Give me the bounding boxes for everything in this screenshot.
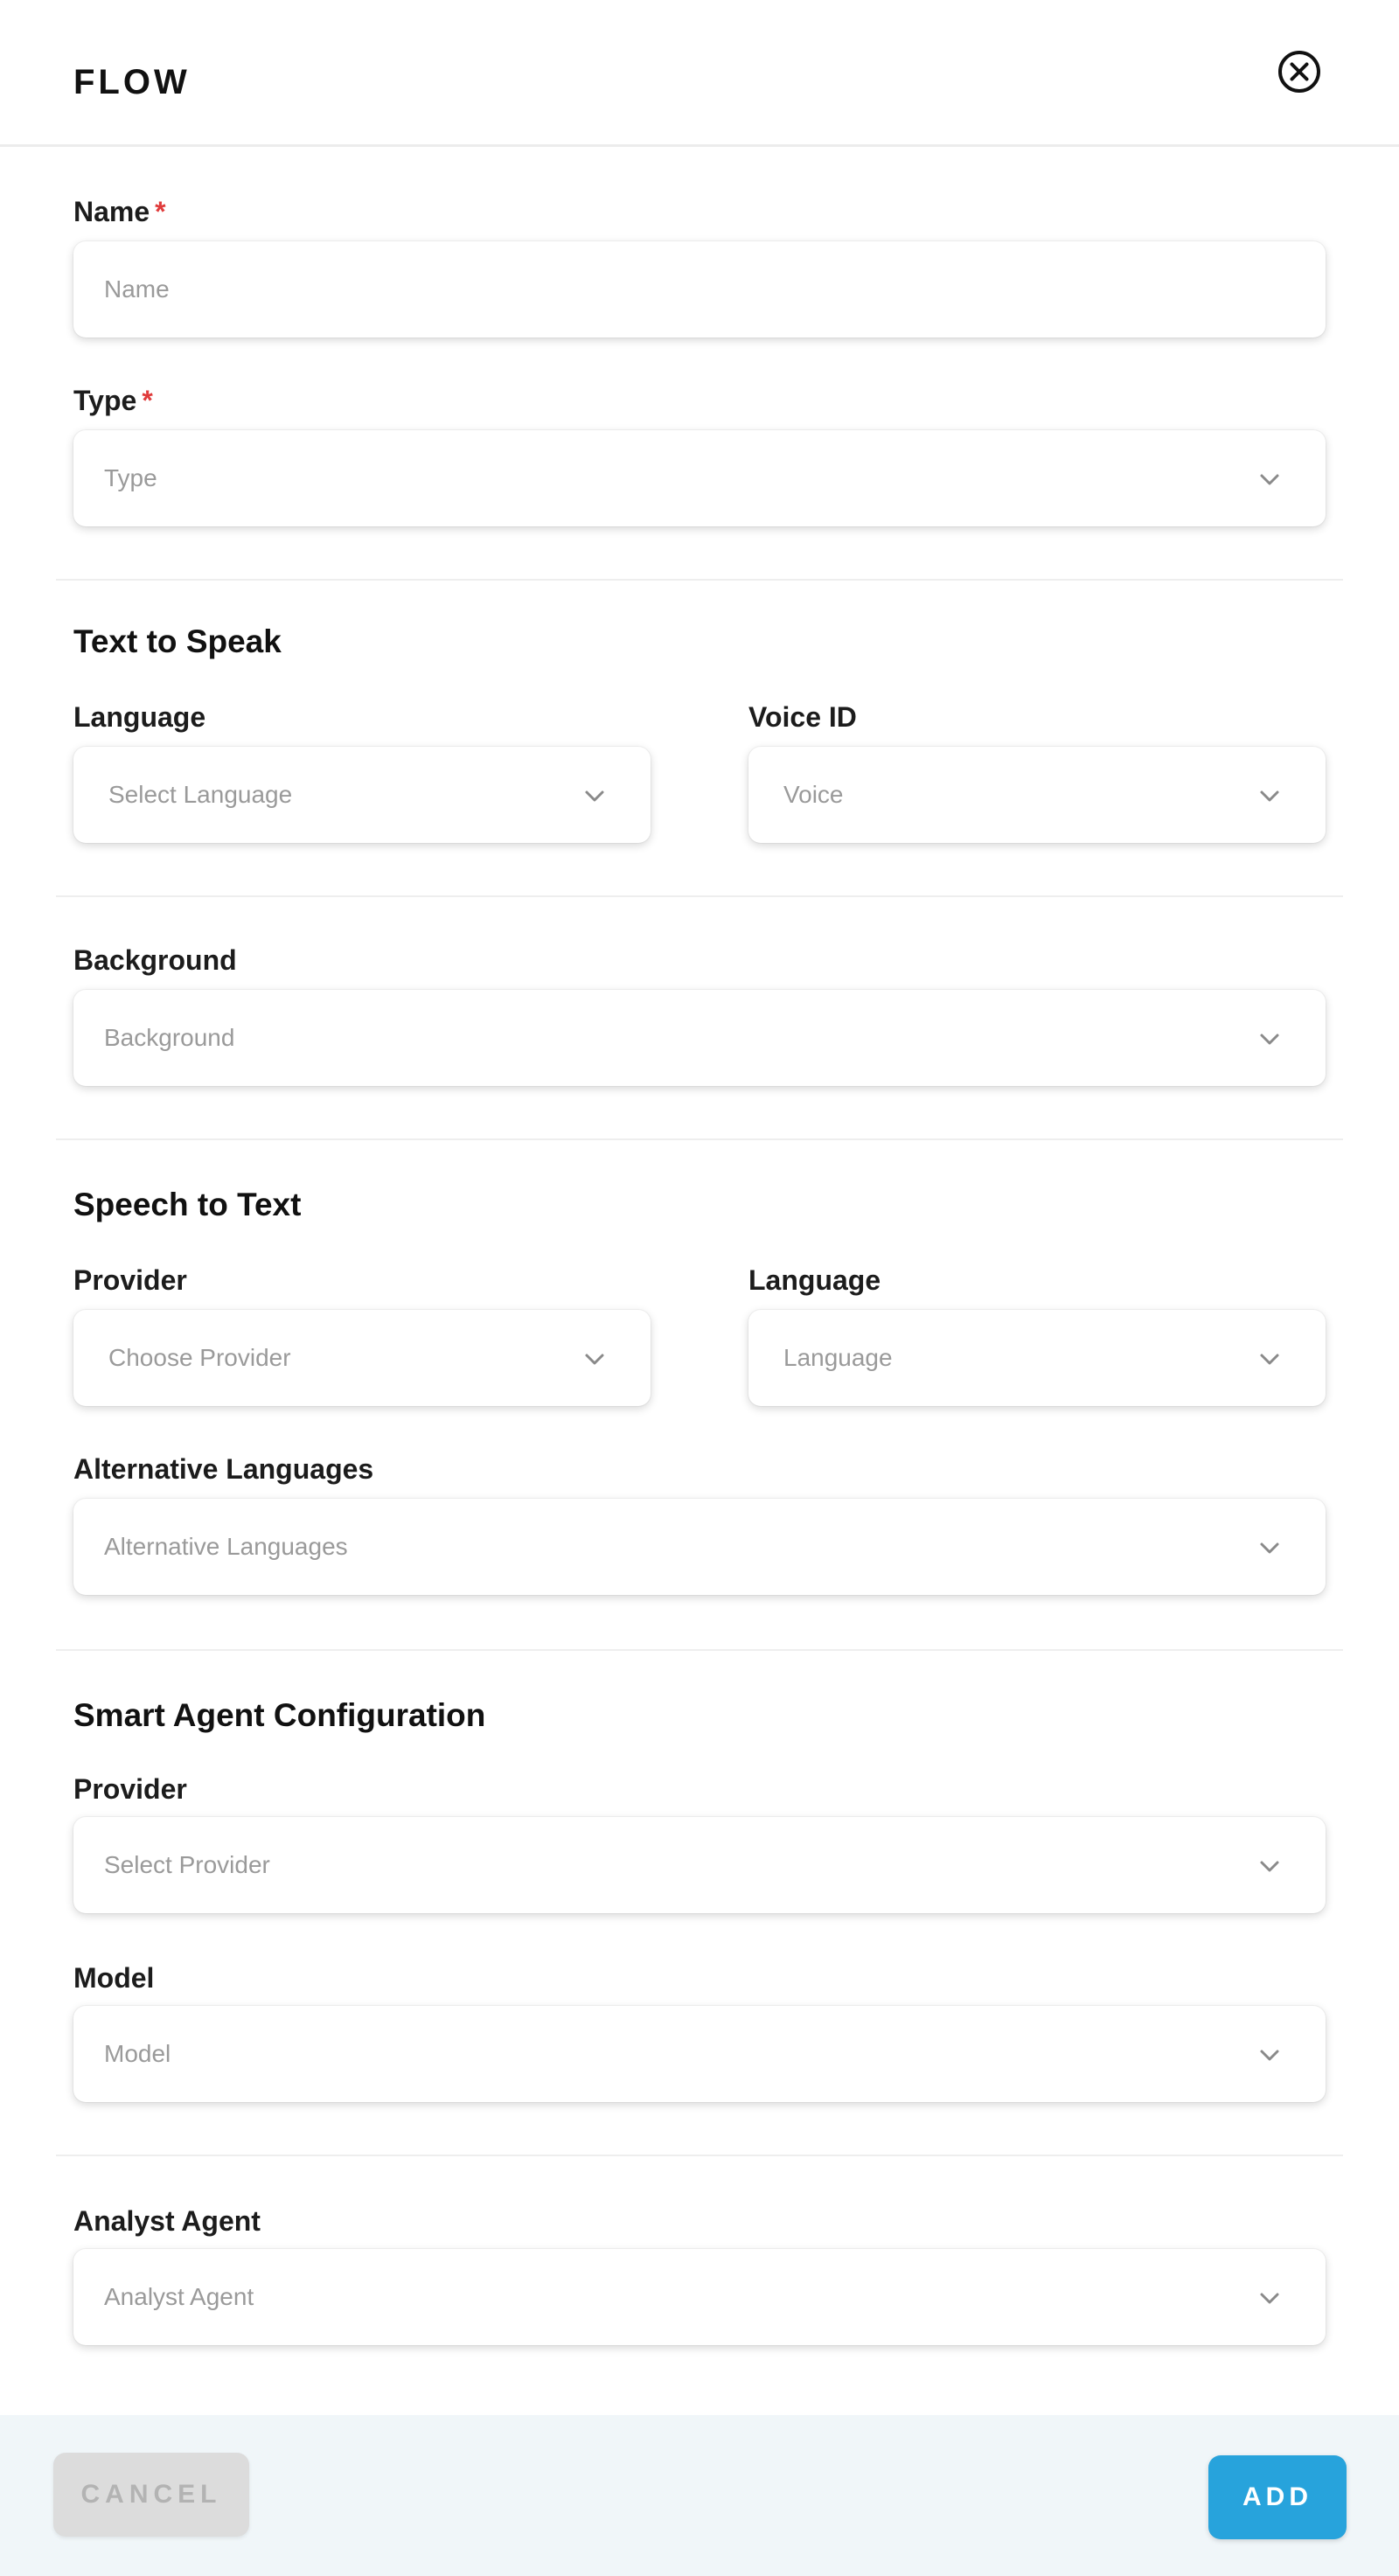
model-label: Model xyxy=(73,1962,155,1994)
modal-title: FLOW xyxy=(73,63,191,101)
tts-language-label: Language xyxy=(73,701,206,733)
alt-languages-select[interactable] xyxy=(73,1499,1326,1595)
speech-to-text-title: Speech to Text xyxy=(73,1187,302,1222)
required-marker: * xyxy=(155,196,166,227)
cancel-button[interactable]: CANCEL xyxy=(53,2453,249,2537)
chevron-down-icon xyxy=(1257,2286,1282,2310)
chevron-down-icon xyxy=(582,783,607,808)
background-select[interactable] xyxy=(73,990,1326,1086)
background-label: Background xyxy=(73,944,237,976)
chevron-down-icon xyxy=(1257,1535,1282,1560)
type-placeholder: Type xyxy=(104,464,157,491)
section-divider xyxy=(56,579,1343,581)
chevron-down-icon xyxy=(1257,467,1282,491)
tts-language-select[interactable] xyxy=(73,747,651,843)
name-input[interactable] xyxy=(104,263,1295,316)
section-divider xyxy=(56,2155,1343,2156)
modal-footer xyxy=(0,2415,1399,2576)
chevron-down-icon xyxy=(1257,1027,1282,1051)
stt-provider-label: Provider xyxy=(73,1264,187,1296)
background-placeholder: Background xyxy=(104,1024,235,1051)
name-field[interactable] xyxy=(73,241,1326,338)
stt-provider-placeholder: Choose Provider xyxy=(108,1344,291,1371)
tts-language-placeholder: Select Language xyxy=(108,781,293,808)
add-button[interactable]: ADD xyxy=(1208,2455,1347,2539)
alt-languages-label: Alternative Languages xyxy=(73,1453,374,1485)
stt-language-placeholder: Language xyxy=(783,1344,893,1371)
voice-id-label: Voice ID xyxy=(748,701,857,733)
agent-provider-select[interactable] xyxy=(73,1817,1326,1913)
section-divider xyxy=(56,1138,1343,1140)
stt-provider-select[interactable] xyxy=(73,1310,651,1406)
section-divider xyxy=(56,1649,1343,1651)
agent-provider-label: Provider xyxy=(73,1773,187,1805)
smart-agent-title: Smart Agent Configuration xyxy=(73,1697,486,1733)
model-placeholder: Model xyxy=(104,2040,171,2067)
chevron-down-icon xyxy=(1257,2043,1282,2067)
analyst-agent-placeholder: Analyst Agent xyxy=(104,2283,254,2310)
stt-language-label: Language xyxy=(748,1264,881,1296)
modal-header xyxy=(0,0,1399,147)
type-label: Type * xyxy=(73,385,153,416)
analyst-agent-label: Analyst Agent xyxy=(73,2205,261,2237)
name-label: Name * xyxy=(73,196,166,227)
voice-placeholder: Voice xyxy=(783,781,844,808)
agent-provider-placeholder: Select Provider xyxy=(104,1851,270,1878)
chevron-down-icon xyxy=(1257,1854,1282,1878)
chevron-down-icon xyxy=(582,1347,607,1371)
model-select[interactable] xyxy=(73,2006,1326,2102)
stt-language-select[interactable] xyxy=(748,1310,1326,1406)
text-to-speak-title: Text to Speak xyxy=(73,623,282,659)
chevron-down-icon xyxy=(1257,1347,1282,1371)
required-marker: * xyxy=(142,385,153,416)
voice-select[interactable] xyxy=(748,747,1326,843)
alt-languages-placeholder: Alternative Languages xyxy=(104,1533,348,1560)
type-select[interactable] xyxy=(73,430,1326,526)
section-divider xyxy=(56,895,1343,897)
close-icon[interactable] xyxy=(1277,49,1322,94)
analyst-agent-select[interactable] xyxy=(73,2249,1326,2345)
chevron-down-icon xyxy=(1257,783,1282,808)
